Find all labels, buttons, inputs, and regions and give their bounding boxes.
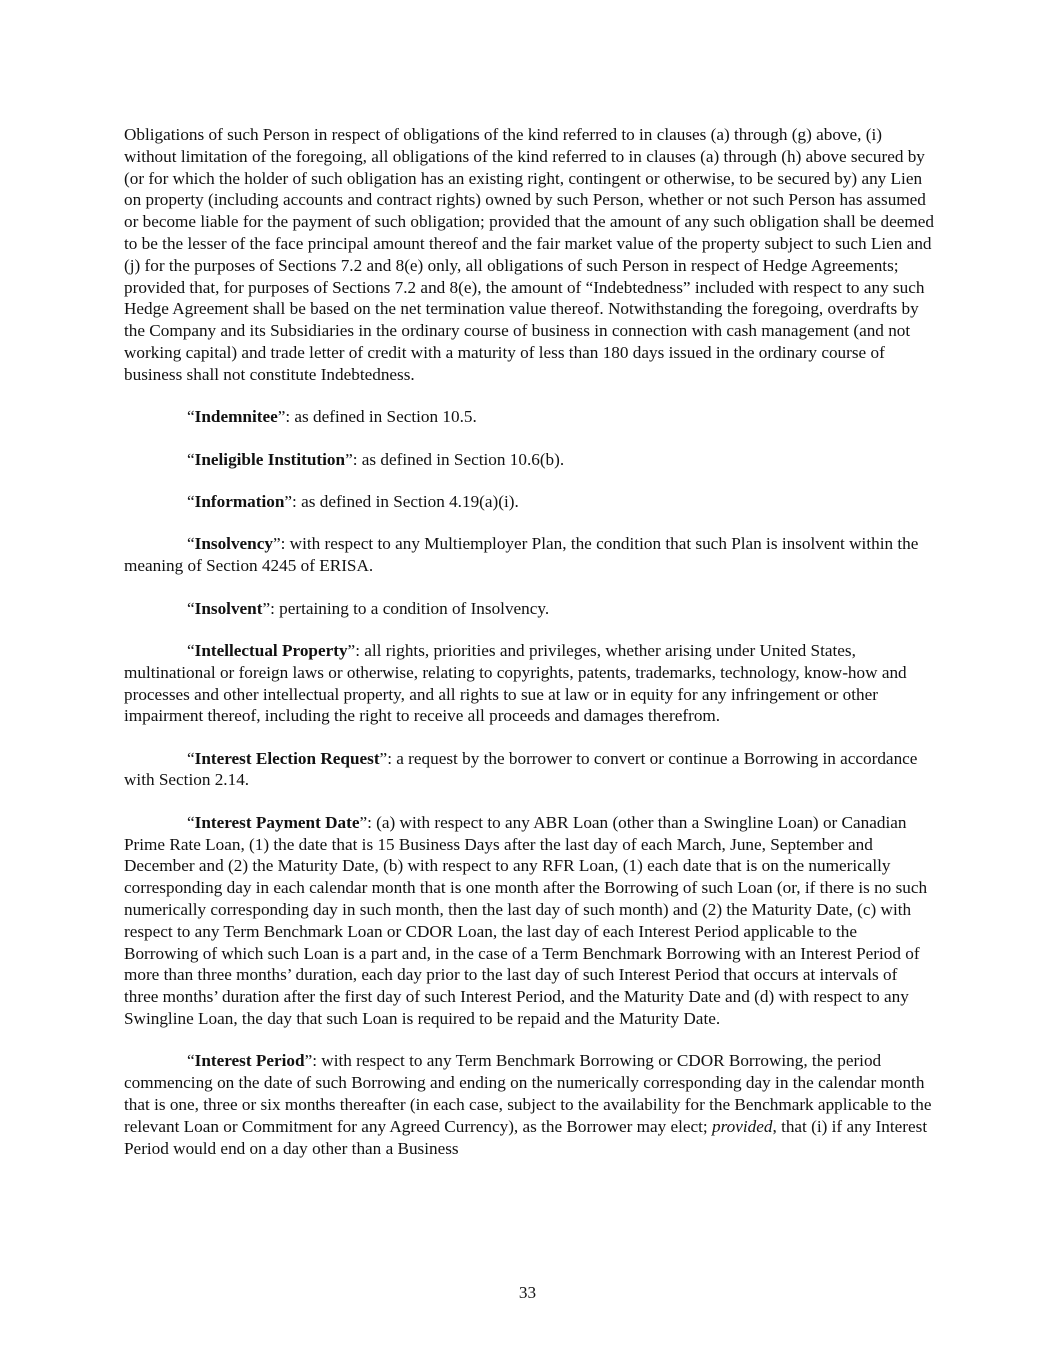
definition-interest-election-request: “Interest Election Request”: a request by the borrower to convert or continue a Borrowing in accordance with Section 2.14. [124, 748, 918, 790]
defined-term: Ineligible Institution [194, 449, 346, 469]
italic-provided: provided [712, 1116, 773, 1136]
defined-term: Information [194, 491, 285, 511]
definition-text: : as defined in Section 10.5. [285, 407, 477, 427]
defined-term: Insolvent [194, 598, 263, 618]
defined-term: Interest Payment Date [194, 812, 360, 832]
definition-interest-period: “Interest Period”: with respect to any Term Benchmark Borrowing or CDOR Borrowing, the period commencing on the date of such Borrowing and ending on the numerically corresponding day in the calendar month that is one, three or six months thereafter (in each case, subject to the availability for the Benchmark applicable to the relevant Loan or Commitment for any Agreed Currency), as the Borrower may elect; provided, that (i) if any Interest Period would end on a day other than a Business [124, 1051, 932, 1158]
definition-text: : a request by the borrower to convert or continue a Borrowing in accordance with Section 2.14. [124, 748, 918, 790]
definition-text: : pertaining to a condition of Insolvency. [270, 598, 550, 618]
definition-text: : (a) with respect to any ABR Loan (other than a Swingline Loan) or Canadian Prime Rate Loan, (1) the date that is 15 Business Days after the last day of each March, June, September and December and (2) the Maturity Date, (b) with respect to any RFR Loan, (1) each date that is on the numerically corresponding day in each calendar month that is one month after the Borrowing of such Loan (or, if there is no such numerically corresponding day in such month, then the last day of such month) and (2) the Maturity Date, (c) with respect to any Term Benchmark Loan or CDOR Loan, the last day of each Interest Period applicable to the Borrowing of which such Loan is a part and, in the case of a Term Benchmark Borrowing with an Interest Period of more than three months’ duration, each day prior to the last day of such Interest Period that occurs at intervals of three months’ duration after the first day of such Interest Period, and the Maturity Date and (d) with respect to any Swingline Loan, the day that such Loan is required to be repaid and the Maturity Date. [124, 812, 928, 1029]
defined-term: Interest Election Request [194, 748, 380, 768]
definition-text: : as defined in Section 10.6(b). [352, 449, 565, 469]
document-page [124, 124, 934, 1180]
intro-paragraph: Obligations of such Person in respect of obligations of the kind referred to in clauses (a) through (g) above, (i) without limitation of the foregoing, all obligations of the kind referred to in clauses (a) through (h) above secured by (or for which the holder of such obligation has an existing right, contingent or otherwise, to be secured by) any Lien on property (including accounts and contract rights) owned by such Person, whether or not such Person has assumed or become liable for the payment of such obligation; provided that the amount of any such obligation shall be deemed to be the lesser of the face principal amount thereof and the fair market value of the property subject to such Lien and (j) for the purposes of Sections 7.2 and 8(e) only, all obligations of such Person in respect of Hedge Agreements; provided that, for purposes of Sections 7.2 and 8(e), the amount of “Indebtedness” included with respect to any such Hedge Agreement shall be based on the net termination value thereof. Notwithstanding the foregoing, overdrafts by the Company and its Subsidiaries in the ordinary course of business in connection with cash management (and not working capital) and trade letter of credit with a maturity of less than 180 days issued in the ordinary course of business shall not constitute Indebtedness. [124, 125, 934, 384]
definition-text: : as defined in Section 4.19(a)(i). [292, 491, 519, 511]
definition-intellectual-property: “Intellectual Property”: all rights, priorities and privileges, whether arising under United States, multinational or foreign laws or otherwise, relating to copyrights, patents, trademarks, technology, know-how and processes and other intellectual property, and all rights to sue at law or in equity for any infringement or other impairment thereof, including the right to receive all proceeds and damages therefrom. [124, 640, 907, 726]
defined-term: Insolvency [194, 534, 273, 554]
definition-information: “Information”: as defined in Section 4.19(a)(i). [187, 491, 519, 511]
definition-interest-payment-date: “Interest Payment Date”: (a) with respect to any ABR Loan (other than a Swingline Loan) or Canadian Prime Rate Loan, (1) the date that is 15 Business Days after the last day of each March, June, September and December and (2) the Maturity Date, (b) with respect to any RFR Loan, (1) each date that is on the numerically corresponding day in each calendar month that is one month after the Borrowing of such Loan (or, if there is no such numerically corresponding day in such month, then the last day of such month) and (2) the Maturity Date, (c) with respect to any Term Benchmark Loan or CDOR Loan, the last day of each Interest Period applicable to the Borrowing of which such Loan is a part and, in the case of a Term Benchmark Borrowing with an Interest Period of more than three months’ duration, each day prior to the last day of such Interest Period that occurs at intervals of three months’ duration after the first day of such Interest Period, and the Maturity Date and (d) with respect to any Swingline Loan, the day that such Loan is required to be repaid and the Maturity Date. [124, 812, 928, 1029]
defined-term: Interest Period [194, 1051, 305, 1071]
defined-term: Intellectual Property [194, 640, 348, 660]
definition-ineligible-institution: “Ineligible Institution”: as defined in Section 10.6(b). [187, 449, 565, 469]
definition-text: : with respect to any Term Benchmark Borrowing or CDOR Borrowing, the period commencing on the date of such Borrowing and ending on the numerically corresponding day in the calendar month that is one, three or six months thereafter (in each case, subject to the availability for the Benchmark applicable to the relevant Loan or Commitment for any Agreed Currency), as the Borrower may elect; [124, 1051, 932, 1136]
defined-term: Indemnitee [194, 407, 278, 427]
definition-text: : all rights, priorities and privileges, whether arising under United States, multinational or foreign laws or otherwise, relating to copyrights, patents, trademarks, technology, know-how and processes and other intellectual property, and all rights to sue at law or in equity for any infringement or other impairment thereof, including the right to receive all proceeds and damages therefrom. [124, 640, 907, 726]
definition-insolvent: “Insolvent”: pertaining to a condition of Insolvency. [187, 598, 550, 618]
definition-indemnitee: “Indemnitee”: as defined in Section 10.5. [187, 407, 477, 427]
definition-text-continued: , that (i) if any Interest Period would end on a day other than a Business [124, 1116, 928, 1158]
definition-insolvency: “Insolvency”: with respect to any Multiemployer Plan, the condition that such Plan is insolvent within the meaning of Section 4245 of ERISA. [124, 534, 919, 576]
definition-text: : with respect to any Multiemployer Plan, the condition that such Plan is insolvent within the meaning of Section 4245 of ERISA. [124, 534, 919, 576]
page-number: 33 [518, 1283, 537, 1302]
